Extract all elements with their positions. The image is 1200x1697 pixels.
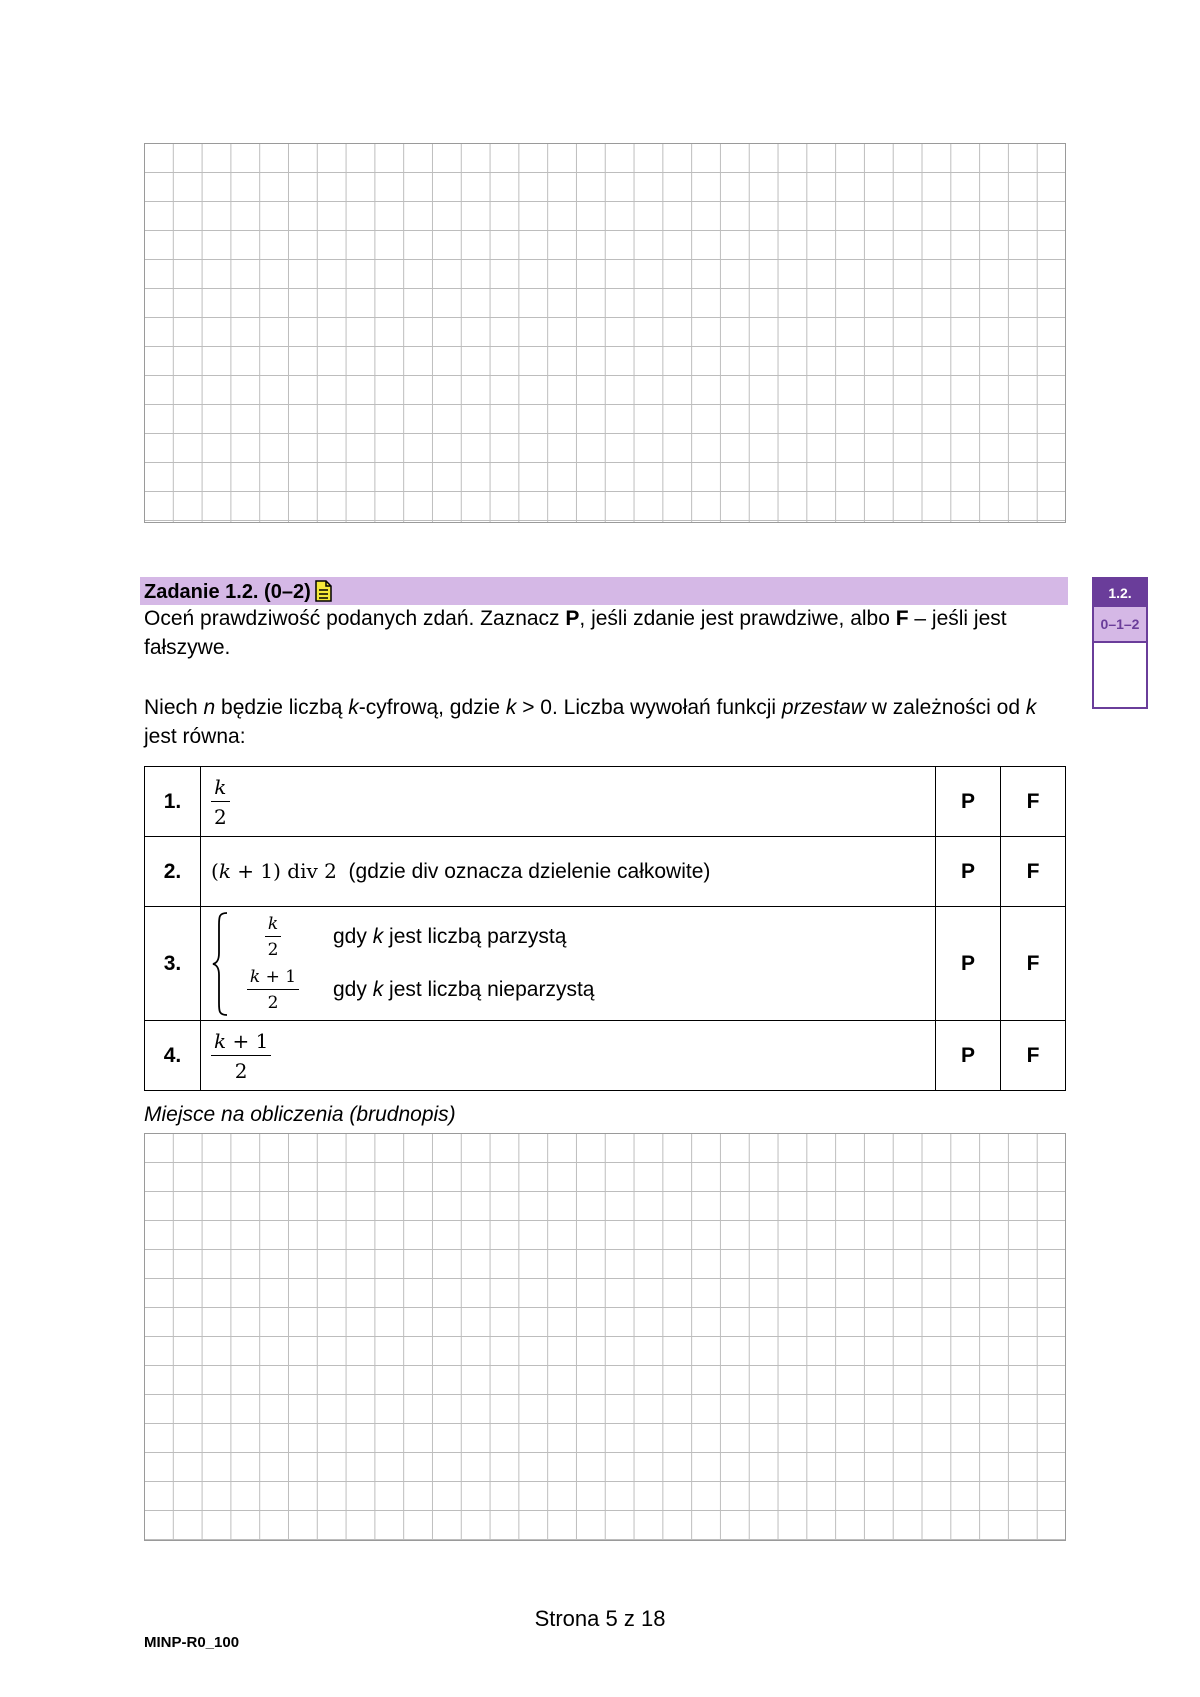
expr-part: (	[211, 859, 219, 883]
statement-number: 4.	[145, 1021, 201, 1091]
instr-text: – jeśli jest fałszywe.	[144, 607, 1007, 659]
fraction-numerator	[211, 1029, 271, 1055]
cond-text: gdy	[333, 925, 373, 948]
score-range: 0–1–2	[1094, 607, 1146, 643]
left-brace	[211, 911, 229, 1017]
table-row	[145, 907, 1066, 1021]
stmt-text: w zależności od	[865, 696, 1026, 719]
fraction-denominator: 2	[247, 989, 299, 1013]
case-condition	[333, 925, 566, 949]
stmt-text: > 0. Liczba wywołań funkcji	[516, 696, 782, 719]
expr-var-k: k	[218, 859, 231, 883]
false-option[interactable]: F	[1001, 837, 1066, 907]
fraction-denominator: 2	[211, 1055, 271, 1083]
stmt-var-k: k	[505, 696, 517, 719]
statement-note: (gdzie div oznacza dzielenie całkowite)	[336, 860, 711, 883]
statement-content	[201, 1021, 936, 1091]
case-condition	[333, 978, 594, 1002]
score-box	[1092, 577, 1148, 709]
true-option[interactable]: P	[936, 767, 1001, 837]
cond-text: jest liczbą parzystą	[383, 925, 567, 948]
statement-number: 2.	[145, 837, 201, 907]
true-option[interactable]: P	[936, 837, 1001, 907]
stmt-var-k: k	[348, 696, 359, 719]
stmt-text: -cyfrową, gdzie	[358, 696, 506, 719]
cases-body	[233, 911, 594, 1017]
instr-f: F	[895, 607, 909, 630]
fraction	[247, 967, 299, 1013]
instr-text: Oceń prawdziwość podanych zdań. Zaznacz	[144, 607, 566, 630]
score-task-id: 1.2.	[1094, 579, 1146, 607]
scratch-grid-bottom[interactable]	[144, 1133, 1066, 1541]
expression	[211, 859, 337, 883]
page-number: Strona 5 z 18	[534, 1606, 666, 1631]
stmt-text: będzie liczbą	[215, 696, 349, 719]
task-title-text: Zadanie 1.2. (0–2)	[144, 581, 311, 603]
true-option[interactable]: P	[936, 907, 1001, 1021]
fraction-numerator	[247, 967, 299, 989]
num-var-k: k	[249, 967, 261, 987]
stmt-var-k: k	[1025, 696, 1037, 719]
fraction-denominator: 2	[265, 936, 282, 960]
scratch-label: Miejsce na obliczenia (brudnopis)	[144, 1103, 456, 1126]
scratch-grid-top[interactable]	[144, 143, 1066, 523]
statement-content	[201, 907, 936, 1021]
cond-var-k: k	[372, 978, 384, 1001]
stmt-text: Niech	[144, 696, 204, 719]
num-var-k: k	[214, 1028, 227, 1053]
piecewise-expression	[211, 911, 935, 1017]
table-row	[145, 837, 1066, 907]
case-even	[233, 911, 594, 964]
instr-text: , jeśli zdanie jest prawdziwe, albo	[579, 607, 896, 630]
fraction	[265, 914, 282, 960]
fraction	[211, 775, 230, 829]
cond-text: gdy	[333, 978, 373, 1001]
false-option[interactable]: F	[1001, 767, 1066, 837]
num-rest: + 1	[226, 1028, 269, 1053]
instruction-line	[144, 604, 1074, 662]
case-odd	[233, 964, 594, 1017]
problem-statement	[144, 693, 1074, 751]
stmt-function-name: przestaw	[781, 696, 866, 719]
instr-p: P	[565, 607, 580, 630]
true-option[interactable]: P	[936, 1021, 1001, 1091]
stmt-text: jest równa:	[144, 725, 246, 748]
table-row	[145, 1021, 1066, 1091]
fraction-numerator: k	[214, 774, 227, 799]
task-header	[140, 577, 1068, 605]
statement-content	[201, 837, 936, 907]
statement-number: 3.	[145, 907, 201, 1021]
score-field[interactable]	[1094, 643, 1146, 707]
table-row	[145, 767, 1066, 837]
fraction-denominator: 2	[211, 801, 230, 829]
stmt-var-n: n	[203, 696, 216, 719]
num-rest: + 1	[260, 967, 297, 987]
statement-content	[201, 767, 936, 837]
cond-var-k: k	[372, 925, 384, 948]
expr-part: + 1) div 2	[230, 859, 337, 883]
document-code: MINP-R0_100	[144, 1634, 240, 1651]
cond-text: jest liczbą nieparzystą	[383, 978, 595, 1001]
statement-number: 1.	[145, 767, 201, 837]
fraction-numerator: k	[267, 914, 279, 934]
false-option[interactable]: F	[1001, 907, 1066, 1021]
true-false-table	[144, 766, 1066, 1091]
false-option[interactable]: F	[1001, 1021, 1066, 1091]
fraction	[211, 1029, 271, 1083]
